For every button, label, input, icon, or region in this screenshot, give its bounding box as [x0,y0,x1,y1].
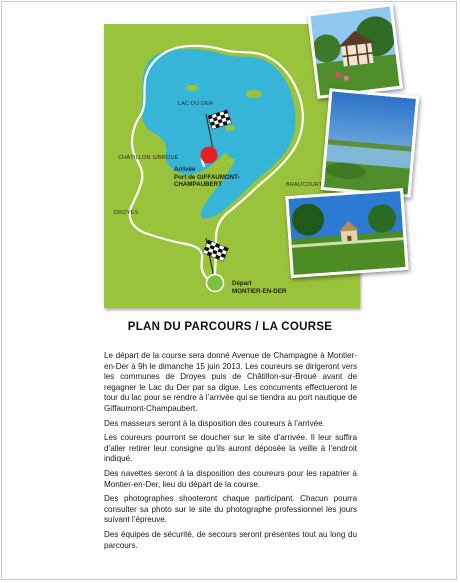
island [246,90,262,98]
paragraph-start: Le départ de la course sera donné Avenue de Champagne à Montier-en-Der à 9h le dimanche 15 juin 2013. Les coureurs se dirigeront vers les communes de Droyes puis de Châtillon-sur-Broué avant de regagner le Lac du Der par sa digue. Les concurrents effectueront le tour du lac pour se rendre à l’arrivée qui se tiendra au port nautique de Giffaumont-Champaubert. [104,351,357,413]
paragraph-shuttles: Des navettes seront à la disposition des coureurs pour les rapatrier à Montier-en-Der, lieu du départ de la course. [104,468,357,489]
start-marker [207,275,224,292]
arrival-line-3: CHAMPAUBERT [174,181,223,188]
paragraph-photographers: Des photographes shooteront chaque participant. Chacun pourra consulter sa photo sur le site du photographe professionnel les jours suivant l’épreuve. [104,494,357,525]
arrival-line-2: Port de GIFFAUMONT- [174,173,240,181]
lake-shape [141,49,295,219]
paragraph-masseurs: Des masseurs seront à la disposition des coureurs à l’arrivée. [104,418,325,428]
page-title: PLAN DU PARCOURS / LA COURSE [127,321,333,333]
start-label [232,280,286,295]
arrival-label [174,166,240,189]
start-line-2: MONTIER-EN-DER [232,287,287,295]
paragraph-security: Des équipes de sécurité, de secours seront présentes tout au long du parcours. [104,529,357,550]
island [225,125,235,131]
photo-chapel [285,188,408,278]
paragraph-showers: Les coureurs pourront se doucher sur le site d’arrivée. Il leur suffira d’aller retirer leur consigne qu’ils auront déposée la veille à l’endroit indiqué. [104,433,357,464]
label-droyes: DROYES [114,210,139,216]
label-braucourt: BRAUCOURT [286,182,323,188]
photo-lake-view [321,88,420,197]
start-line-1: Départ [232,280,252,287]
finish-marker [201,147,218,164]
label-lac-du-der: LAC DU DER [178,101,214,107]
island [186,85,198,91]
arrival-line-1: Arrivée [174,166,196,173]
label-chatillon: CHÂTILLON S/BROUÉ [118,155,179,161]
course-description [104,351,357,555]
photo-half-timbered-house [307,3,403,99]
